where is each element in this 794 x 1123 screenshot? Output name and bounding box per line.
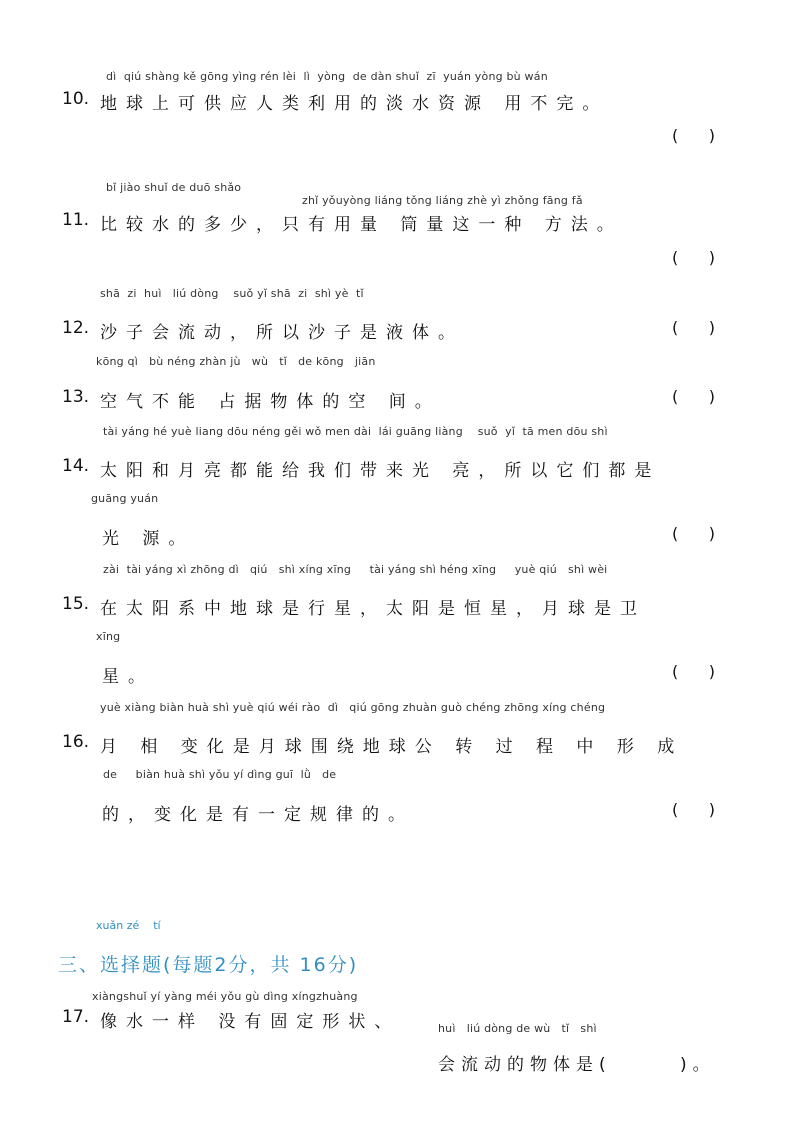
q14-text-line2: 光 源。: [102, 529, 195, 549]
q14-number: 14.: [62, 456, 90, 476]
q14-text: 太阳和月亮都能给我们带来光 亮，所以它们都是: [100, 461, 661, 481]
q17-text: 像水一样 没有固定形状、: [100, 1012, 401, 1032]
q15-pinyin-line2: xīng: [96, 630, 121, 643]
q15-text-line2: 星。: [102, 667, 154, 687]
q17-number: 17.: [62, 1007, 90, 1027]
q16-text: 月 相 变化是月球围绕地球公 转 过 程 中 形 成: [100, 737, 684, 757]
q16-pinyin-line2: de biàn huà shì yǒu yí dìng guī lǜ de: [103, 768, 337, 781]
q13-text: 空气不能 占据物体的空 间。: [100, 392, 441, 412]
q14-pinyin: tài yáng hé yuè liang dōu néng gěi wǒ men dài lái guāng liàng suǒ yǐ tā men dōu shì: [103, 425, 608, 438]
q15-text: 在太阳系中地球是行星，太阳是恒星，月球是卫: [100, 599, 646, 619]
q13-pinyin: kōng qì bù néng zhàn jù wù tǐ de kōng jiān: [96, 355, 376, 368]
q15-pinyin: zài tài yáng xì zhōng dì qiú shì xíng xīng tài yáng shì héng xīng yuè qiú shì wèi: [103, 563, 608, 576]
q16-number: 16.: [62, 732, 90, 752]
q16-text-line2: 的，变化是有一定规律的。: [102, 805, 414, 825]
section3-pinyin: xuǎn zé tí: [96, 919, 161, 932]
q12-answer-parens[interactable]: ( ): [672, 318, 715, 337]
q16-answer-parens[interactable]: ( ): [672, 800, 715, 819]
q10-number: 10.: [62, 89, 90, 109]
q11-pinyin-part2: zhǐ yǒuyòng liáng tǒng liáng zhè yì zhǒng fāng fǎ: [302, 194, 583, 207]
q15-answer-parens[interactable]: ( ): [672, 662, 715, 681]
q11-text: 比较水的多少，只有用量 筒量这一种 方法。: [100, 215, 623, 235]
q17-pinyin: xiàngshuǐ yí yàng méi yǒu gù dìng xíngzhuàng: [92, 990, 358, 1003]
q13-answer-parens[interactable]: ( ): [672, 387, 715, 406]
section3-title: 三、选择题(每题2分，共 16分): [58, 954, 359, 976]
q11-pinyin-part1: bǐ jiào shuǐ de duō shǎo: [106, 181, 242, 194]
q10-pinyin: dì qiú shàng kě gōng yìng rén lèi lì yòng de dàn shuǐ zī yuán yòng bù wán: [106, 70, 548, 83]
q14-answer-parens[interactable]: ( ): [672, 524, 715, 543]
q10-text: 地球上可供应人类利用的淡水资源 用不完。: [100, 94, 609, 114]
q17-pinyin-line2: huì liú dòng de wù tǐ shì: [438, 1022, 597, 1035]
q10-answer-parens[interactable]: ( ): [672, 126, 715, 145]
q12-pinyin: shā zi huì liú dòng suǒ yǐ shā zi shì yè tǐ: [100, 287, 364, 300]
q11-number: 11.: [62, 210, 90, 230]
q11-answer-parens[interactable]: ( ): [672, 248, 715, 267]
q16-pinyin: yuè xiàng biàn huà shì yuè qiú wéi rào dì qiú gōng zhuàn guò chéng zhōng xíng chéng: [100, 701, 606, 714]
q12-text: 沙子会流动，所以沙子是液体。: [100, 323, 464, 343]
q17-text-line2: 会流动的物体是( )。: [438, 1055, 716, 1075]
q13-number: 13.: [62, 387, 90, 407]
q15-number: 15.: [62, 594, 90, 614]
q14-pinyin-line2: guāng yuán: [91, 492, 159, 505]
q12-number: 12.: [62, 318, 90, 338]
